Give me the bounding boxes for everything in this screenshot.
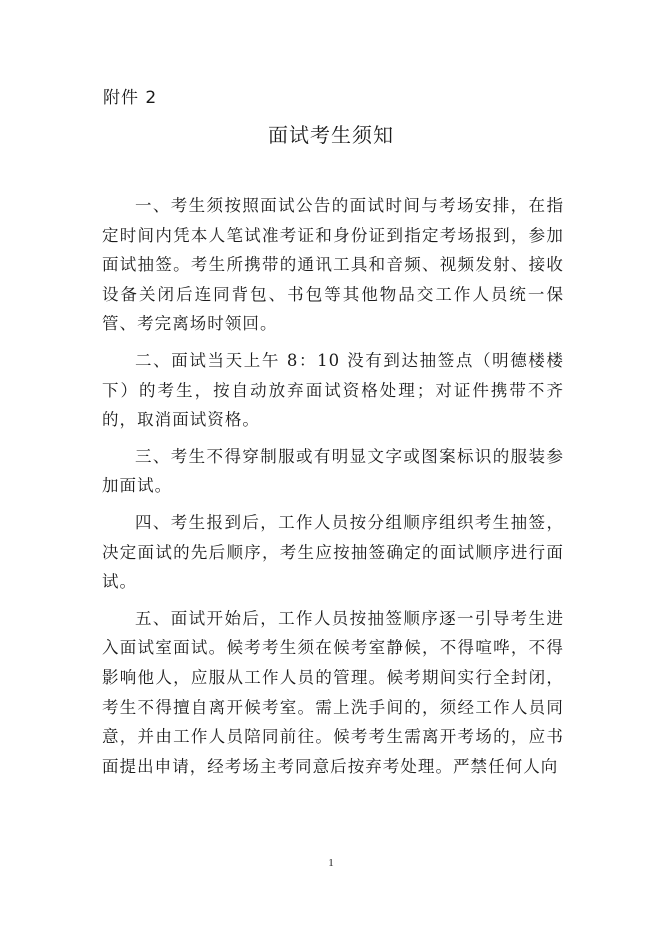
paragraph-1: 一、考生须按照面试公告的面试时间与考场安排，在指定时间内凭本人笔试准考证和身份证到指定考场报到，参加面试抽签。考生所携带的通讯工具和音频、视频发射、接收设备关闭后连同背包、书包等其他物品交工作人员统一保管、考完离场时领回。 [102,196,564,334]
paragraph-2: 二、面试当天上午 8：10 没有到达抽签点（明德楼楼下）的考生，按自动放弃面试资格处理；对证件携带不齐的，取消面试资格。 [102,350,564,430]
paragraph-4: 四、考生报到后，工作人员按分组顺序组织考生抽签，决定面试的先后顺序，考生应按抽签确定的面试顺序进行面试。 [102,512,564,592]
document-body [102,191,564,781]
paragraph-5: 五、面试开始后，工作人员按抽签顺序逐一引导考生进入面试室面试。候考考生须在候考室静候，不得喧哗，不得影响他人，应服从工作人员的管理。候考期间实行全封闭，考生不得擅自离开候考室。需上洗手间的，须经工作人员同意，并由工作人员陪同前往。候考考生需离开考场的，应书面提出申请，经考场主考同意后按弃考处理。严禁任何人向 [102,608,564,776]
document-title: 面试考生须知 [268,123,394,147]
page-number: 1 [328,857,334,869]
attachment-label: 附件 2 [103,88,158,108]
paragraph-3: 三、考生不得穿制服或有明显文字或图案标识的服装参加面试。 [102,446,564,496]
